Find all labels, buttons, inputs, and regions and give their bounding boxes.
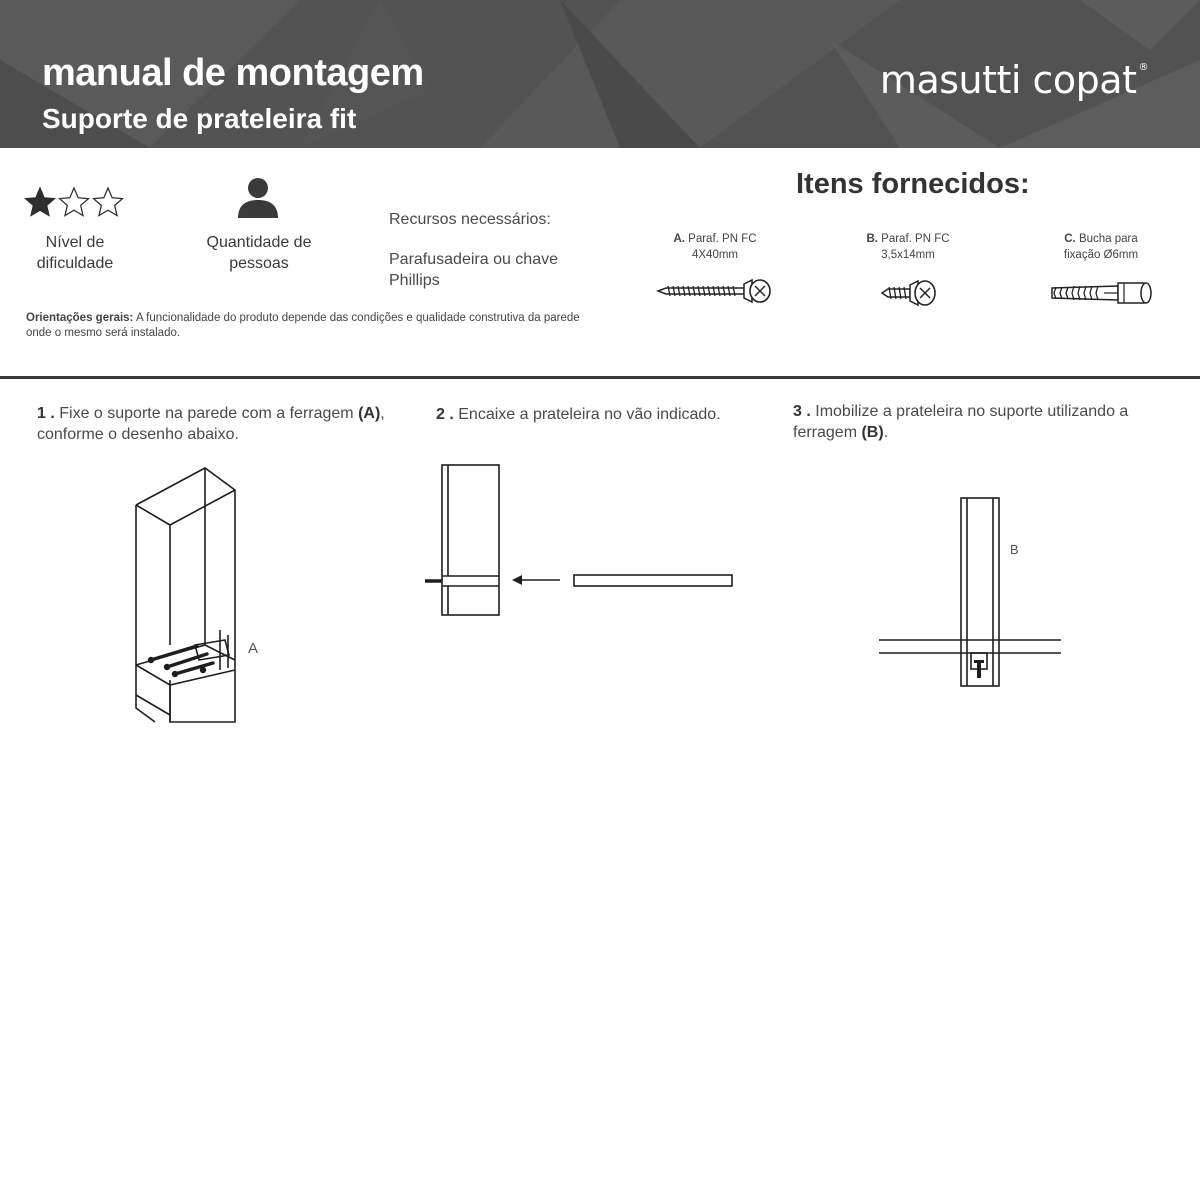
item-a-name: Paraf. PN FC (688, 233, 757, 245)
step-3-drawing (875, 490, 1065, 690)
brand-name: masutti copat (879, 58, 1137, 102)
label-b: B (1010, 542, 1019, 557)
step-2-drawing (420, 460, 740, 620)
resources-value-line2: Phillips (389, 272, 440, 289)
item-c-name: Bucha para (1078, 233, 1138, 245)
step-1-text: Fixe o suporte na parede com a ferragem (54, 405, 359, 422)
resources-title: Recursos necessários: (389, 211, 551, 228)
step-3-instruction (793, 401, 1173, 443)
brand-logo (880, 58, 1148, 102)
item-a-letter: A. (673, 233, 685, 245)
step-1-ref: (A) (358, 405, 381, 422)
step-3-text-line2: ferragem (793, 424, 862, 441)
difficulty-label-line2: dificuldade (36, 255, 114, 272)
step-2-number: 2 . (436, 406, 454, 423)
step-2-text: Encaixe a prateleira no vão indicado. (453, 406, 721, 423)
label-a: A (248, 640, 259, 657)
item-b-letter: B. (866, 233, 878, 245)
item-a-spec: 4X40mm (691, 249, 739, 261)
item-b-label (843, 231, 973, 263)
step-1-comma: , (380, 405, 385, 422)
manual-title: manual de montagem (42, 52, 424, 94)
step-1-instruction (37, 403, 407, 445)
item-c-spec: fixação Ø6mm (1063, 249, 1139, 261)
section-divider (0, 376, 1200, 379)
difficulty-rating (24, 186, 124, 218)
items-supplied-title: Itens fornecidos: (796, 168, 1030, 200)
person-icon (236, 177, 280, 219)
product-subtitle: Suporte de prateleira fit (42, 103, 357, 134)
general-guidelines (26, 311, 586, 341)
step-1-drawing (125, 460, 275, 730)
guidelines-text: A funcionalidade do produto depende das condições e qualidade construtiva da parede onde o mesmo será instalado. (26, 312, 580, 339)
step-3-number: 3 . (793, 403, 811, 420)
step-3-text: Imobilize a prateleira no suporte utilizando a (810, 403, 1129, 420)
registered-mark: ® (1138, 62, 1148, 73)
item-b-name: Paraf. PN FC (881, 233, 950, 245)
people-label (190, 232, 328, 274)
difficulty-label-line1: Nível de (45, 234, 105, 251)
star-empty-icon (92, 186, 124, 218)
step-3-period: . (883, 424, 889, 441)
screw-a-icon (656, 276, 774, 306)
step-1-text-line2: conforme o desenho abaixo. (37, 426, 239, 443)
item-c-label (1036, 231, 1166, 263)
guidelines-label: Orientações gerais: (26, 312, 134, 324)
step-1-number: 1 . (37, 405, 55, 422)
header-banner (0, 0, 1200, 148)
star-empty-icon (58, 186, 90, 218)
resources-value-line1: Parafusadeira ou chave (389, 251, 558, 268)
wall-plug-icon (1048, 280, 1156, 306)
item-a-label (650, 231, 780, 263)
step-2-instruction (436, 404, 766, 425)
people-label-line2: pessoas (229, 255, 289, 272)
item-c-letter: C. (1064, 233, 1076, 245)
resources-value (389, 249, 589, 291)
star-filled-icon (24, 186, 56, 218)
item-b-spec: 3,5x14mm (881, 249, 935, 261)
step-3-ref: (B) (861, 424, 884, 441)
people-label-line1: Quantidade de (206, 234, 312, 251)
screw-b-icon (880, 278, 940, 308)
difficulty-label (15, 232, 135, 274)
